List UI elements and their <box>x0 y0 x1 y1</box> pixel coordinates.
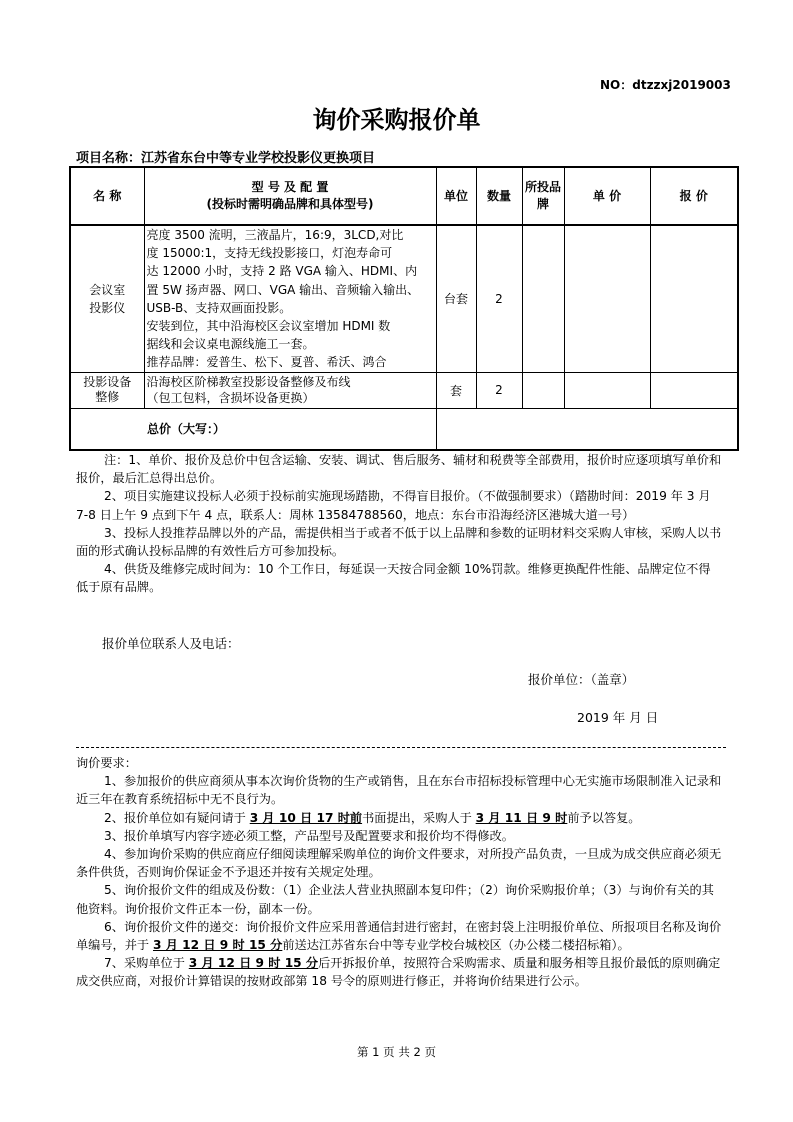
spec-line: 安装到位，其中沿海校区会议室增加 HDMI 数 <box>146 319 391 334</box>
header-name: 名 称 <box>70 167 144 225</box>
req-text: 后开拆报价单，按照符合采购需求、质量和服务相等且报价最低的原则确定成交供应商，对报价计算错误的按财政部第 18 号令的原则进行修正，并将询价结果进行公示。 <box>76 956 721 989</box>
spec-line: USB-B、支持双画面投影。 <box>146 300 292 315</box>
date-label: 2019 年 月 日 <box>577 710 659 725</box>
req-deadline: 3 月 11 日 9 时 <box>475 810 568 825</box>
spec-line: 达 12000 小时，支持 2 路 VGA 输入、HDMI、内 <box>146 264 418 279</box>
row2-quote[interactable] <box>650 372 738 408</box>
spec-line: 置 5W 扬声器、网口、VGA 输出、音频输入输出、 <box>146 282 420 297</box>
row2-unit: 套 <box>436 372 476 408</box>
total-value[interactable] <box>436 408 738 450</box>
requirement-item: 1、参加报价的供应商须从事本次询价货物的生产或销售，且在东台市招标投标管理中心无实施市场限制准入记录和近三年在教育系统招标中无不良行为。 <box>76 774 722 807</box>
req-deadline: 3 月 12 日 9 时 15 分 <box>188 956 319 971</box>
header-model <box>144 167 436 225</box>
spec-line: 推荐品牌：爱普生、松下、夏普、希沃、鸿合 <box>146 355 387 370</box>
req-text: 书面提出，采购人于 <box>362 810 476 825</box>
spec-line: 亮度 3500 流明，三液晶片，16:9，3LCD,对比 <box>146 228 404 242</box>
quote-table <box>69 166 739 451</box>
requirement-item: 4、参加询价采购的供应商应仔细阅读理解采购单位的询价文件要求，对所投产品负责，一旦成为成交供应商必须无条件供货，否则询价保证金不予退还并按有关规定处理。 <box>76 847 722 880</box>
row2-name-text: 投影设备整修 <box>83 375 132 405</box>
req-text: 6、询价报价文件的递交：询价报价文件应采用普通信封进行密封，在密封袋上注明报价单位、所报项目名称及询价单编号，并于 <box>76 919 722 953</box>
row1-qty: 2 <box>476 225 522 372</box>
table-row <box>70 225 738 372</box>
row2-name <box>70 372 144 408</box>
req-text: 前送达江苏省东台中等专业学校台城校区（办公楼二楼招标箱）。 <box>282 938 630 953</box>
req-deadline: 3 月 10 日 17 时前 <box>249 810 363 825</box>
header-unit: 单位 <box>436 167 476 225</box>
seal-unit-label: 报价单位：（盖章） <box>528 672 635 687</box>
row1-spec <box>144 225 436 372</box>
row1-name <box>70 225 144 372</box>
spec-line: 据线和会议桌电源线施工一套。 <box>146 337 315 352</box>
note-item: 注：1、单价、报价及总价中包含运输、安装、调试、售后服务、辅材和税费等全部费用，报价时应逐项填写单价和报价，最后汇总得出总价。 <box>76 453 722 486</box>
header-price: 单 价 <box>564 167 650 225</box>
divider <box>76 747 726 748</box>
requirements-heading: 询价要求： <box>76 756 137 770</box>
spec-line: 沿海校区阶梯教室投影设备整修及布线 <box>146 375 351 390</box>
requirement-item: 5、询价报价文件的组成及份数：（1）企业法人营业执照副本复印件；（2）询价采购报价单；（3）与询价有关的其他资料。询价报价文件正本一份，副本一份。 <box>76 883 714 916</box>
row1-unit: 台套 <box>436 225 476 372</box>
total-label: 总价（大写：） <box>70 408 436 450</box>
header-model-line2: (投标时需明确品牌和具体型号) <box>206 197 374 211</box>
note-item: 4、供货及维修完成时间为：10 个工作日，每延误一天按合同金额 10%罚款。维修更换配件性能、品牌定位不得低于原有品牌。 <box>76 562 711 595</box>
row1-brand[interactable] <box>522 225 564 372</box>
project-name: 项目名称：江苏省东台中等专业学校投影仪更换项目 <box>76 151 376 166</box>
header-quote: 报 价 <box>650 167 738 225</box>
header-qty: 数量 <box>476 167 522 225</box>
note-item: 3、投标人投推荐品牌以外的产品，需提供相当于或者不低于以上品牌和参数的证明材料交采购人审核，采购人以书面的形式确认投标品牌的有效性后方可参加投标。 <box>76 525 722 559</box>
spec-line: 度 15000:1，支持无线投影接口，灯泡寿命可 <box>146 246 393 261</box>
row1-price[interactable] <box>564 225 650 372</box>
header-model-line1: 型 号 及 配 置 <box>251 180 329 194</box>
notes <box>76 451 722 597</box>
requirement-item <box>76 954 724 990</box>
req-text: 7、采购单位于 <box>104 956 189 971</box>
req-text: 2、报价单位如有疑问请于 <box>104 810 250 825</box>
row2-brand[interactable] <box>522 372 564 408</box>
contact-label: 报价单位联系人及电话： <box>102 636 240 651</box>
header-brand: 所投品牌 <box>522 167 564 225</box>
row2-spec <box>144 372 436 408</box>
page-footer: 第 1 页 共 2 页 <box>357 1045 436 1059</box>
page-title: 询价采购报价单 <box>312 105 481 134</box>
note-item: 2、项目实施建议投标人必须于投标前实施现场踏勘，不得盲目报价。（不做强制要求）（踏勘时间：2019 年 3 月 7-8 日上午 9 点到下午 4 点，联系人：周林 13584788560，地点：东台市沿海经济区港城大道一号） <box>76 489 711 522</box>
row1-quote[interactable] <box>650 225 738 372</box>
requirement-item: 3、报价单填写内容字迹必须工整，产品型号及配置要求和报价均不得修改。 <box>104 828 514 843</box>
row1-name-text: 会议室投影仪 <box>89 282 126 315</box>
row2-price[interactable] <box>564 372 650 408</box>
document-number: NO：dtzzxj2019003 <box>600 78 731 92</box>
requirements <box>76 754 724 991</box>
total-row <box>70 408 738 450</box>
row2-qty: 2 <box>476 372 522 408</box>
spec-line: （包工包料，含损坏设备更换） <box>146 391 315 406</box>
req-deadline: 3 月 12 日 9 时 15 分 <box>153 938 283 953</box>
table-row <box>70 372 738 408</box>
requirement-item <box>76 809 724 827</box>
req-text: 前予以答复。 <box>567 810 641 825</box>
requirement-item <box>76 918 724 954</box>
